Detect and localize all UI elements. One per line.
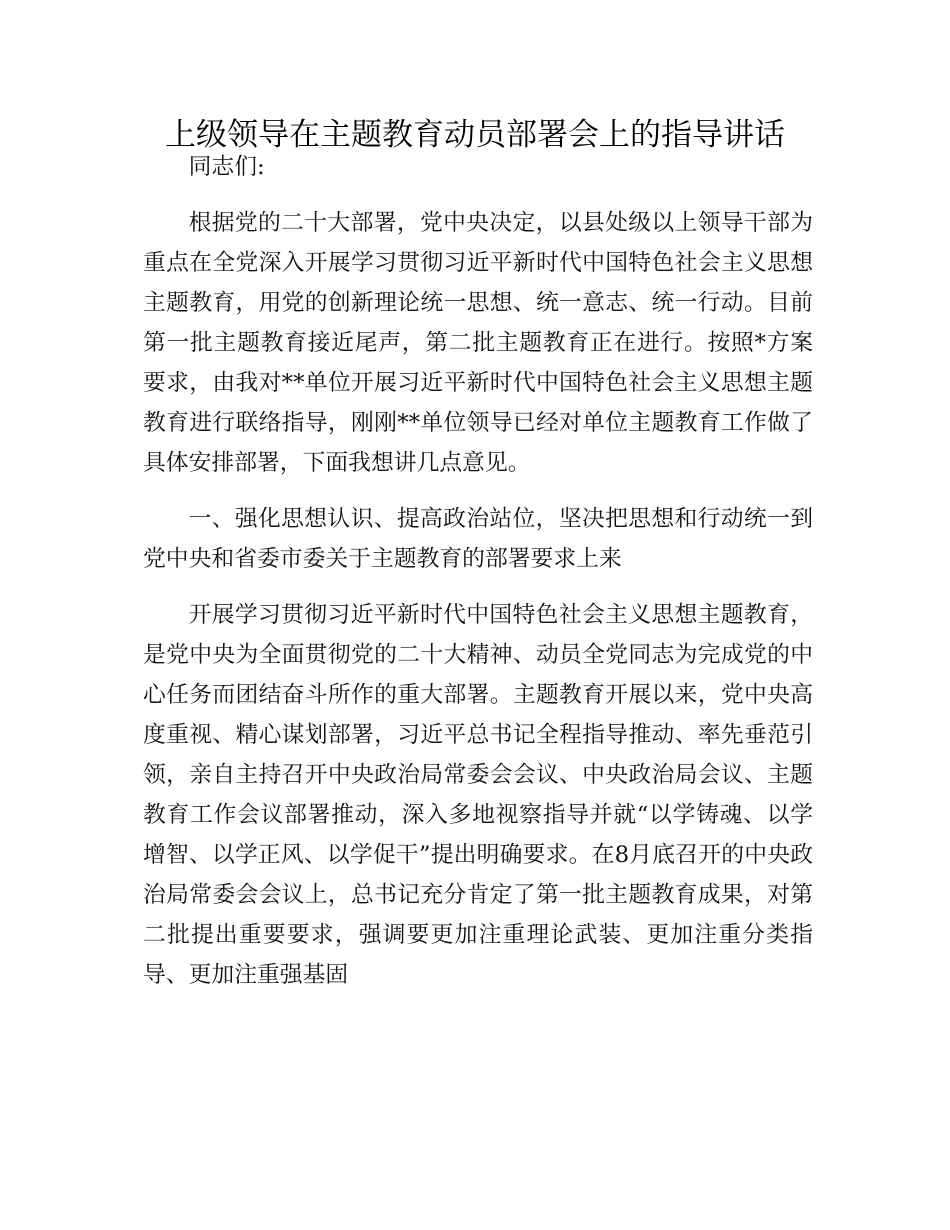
document-title: 上级领导在主题教育动员部署会上的指导讲话 [165, 117, 785, 153]
paragraph-intro: 根据党的二十大部署，党中央决定，以县处级以上领导干部为重点在全党深入开展学习贯彻习近平新时代中国特色社会主义思想主题教育，用党的创新理论统一思想、统一意志、统一行动。目前第一批主题教育接近尾声，第二批主题教育正在进行。按照*方案要求，由我对**单位开展习近平新时代中国特色社会主义思想主题教育进行联络指导，刚刚**单位领导已经对单位主题教育工作做了具体安排部署，下面我想讲几点意见。 [143, 210, 813, 476]
paragraph-section-1: 开展学习贯彻习近平新时代中国特色社会主义思想主题教育，是党中央为全面贯彻党的二十大精神、动员全党同志为完成党的中心任务而团结奋斗所作的重大部署。主题教育开展以来，党中央高度重视、精心谋划部署，习近平总书记全程指导推动、率先垂范引领，亲自主持召开中央政治局常委会会议、中央政治局会议、主题教育工作会议部署推动，深入多地视察指导并就“以学铸魂、以学增智、以学正风、以学促干”提出明确要求。在8月底召开的中央政治局常委会会议上，总书记充分肯定了第一批主题教育成果，对第二批提出重要要求，强调要更加注重理论武装、更加注重分类指导、更加注重强基固 [143, 602, 813, 988]
document-body [143, 144, 813, 995]
greeting: 同志们: [188, 154, 265, 180]
section-heading-1: 一、强化思想认识、提高政治站位，坚决把思想和行动统一到党中央和省委市委关于主题教育的部署要求上来 [143, 506, 813, 572]
